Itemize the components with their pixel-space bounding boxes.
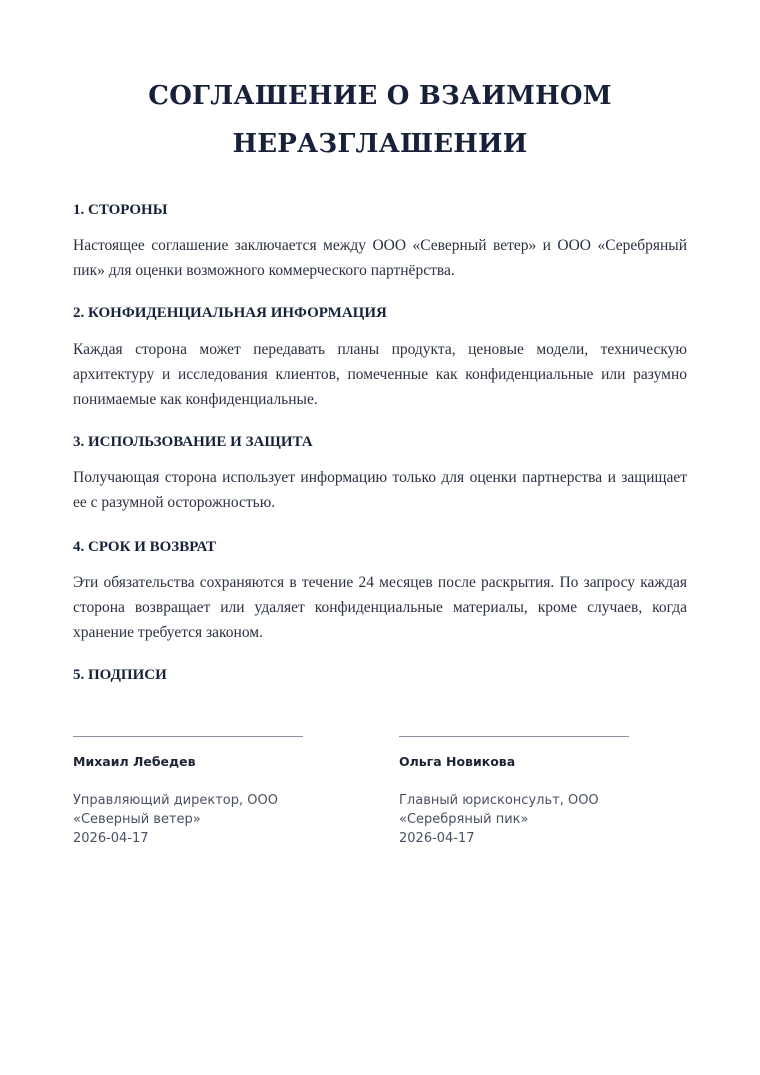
signature-line xyxy=(73,736,303,737)
signature-line xyxy=(399,736,629,737)
section-text: Каждая сторона может передавать планы продукта, ценовые модели, техническую архитектуру и исследования клиентов, помеченные как конфиденциальные или разумно понимаемые как конфиденциальные. xyxy=(73,341,687,408)
section-text: Эти обязательства сохраняются в течение 24 месяцев после раскрытия. По запросу каждая сторона возвращает или удаляет конфиденциальные материалы, кроме случаев, когда хранение требуется законом. xyxy=(73,574,687,641)
signature-block-right xyxy=(399,736,689,848)
section-heading: 1. СТОРОНЫ xyxy=(73,202,168,218)
section-confidential-info xyxy=(73,303,687,412)
signature-block-left xyxy=(73,736,363,848)
section-parties xyxy=(73,200,687,283)
section-heading: 4. СРОК И ВОЗВРАТ xyxy=(73,539,216,555)
section-signatures xyxy=(73,665,687,685)
signature-date: 2026-04-17 xyxy=(73,831,149,846)
signatory-role: Управляющий директор, ООО «Северный ветер» xyxy=(73,793,278,827)
title-line-1: СОГЛАШЕНИЕ О ВЗАИМНОМ xyxy=(148,81,612,111)
signatory-name: Михаил Лебедев xyxy=(73,754,196,769)
document-title xyxy=(73,72,687,168)
signatory-name: Ольга Новикова xyxy=(399,754,516,769)
section-heading: 2. КОНФИДЕНЦИАЛЬНАЯ ИНФОРМАЦИЯ xyxy=(73,305,387,321)
signature-area xyxy=(73,736,687,866)
section-use-and-protection xyxy=(73,432,687,515)
section-heading: 3. ИСПОЛЬЗОВАНИЕ И ЗАЩИТА xyxy=(73,434,313,450)
section-text: Получающая сторона использует информацию только для оценки партнерства и защищает ее с разумной осторожностью. xyxy=(73,469,687,511)
section-term-and-return xyxy=(73,537,687,645)
title-line-2: НЕРАЗГЛАШЕНИИ xyxy=(232,129,528,159)
section-text: Настоящее соглашение заключается между ООО «Северный ветер» и ООО «Серебряный пик» для оценки возможного коммерческого партнёрства. xyxy=(73,237,687,279)
signatory-role: Главный юрисконсульт, ООО «Серебряный пик» xyxy=(399,793,599,827)
section-heading: 5. ПОДПИСИ xyxy=(73,667,167,683)
signature-date: 2026-04-17 xyxy=(399,831,475,846)
